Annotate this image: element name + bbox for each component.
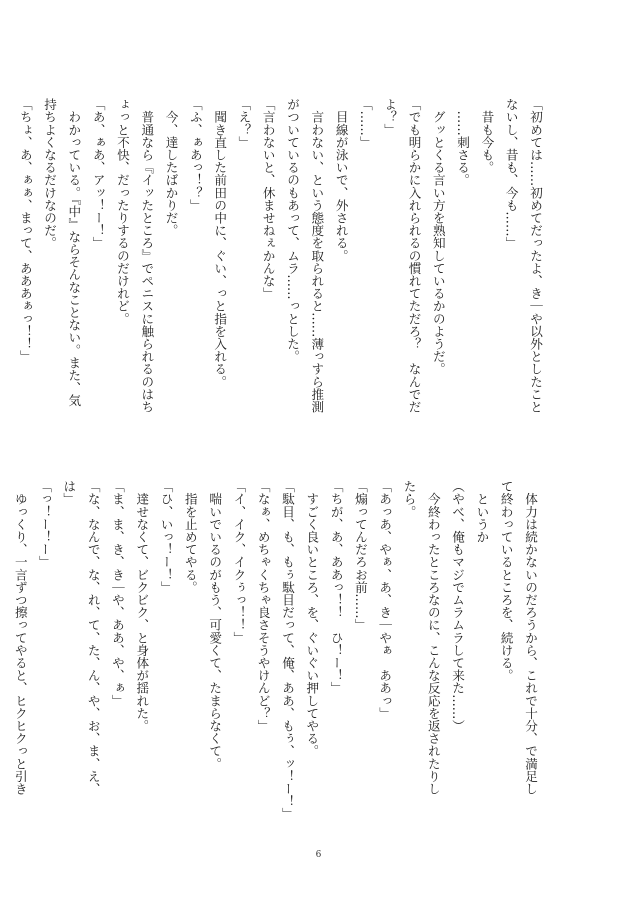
- text-line: 「あ、ぁあ、アッ！ー！」: [90, 98, 106, 250]
- text-line: 喘いでいるのがもう、可愛くて、たまらなくて。: [207, 480, 223, 770]
- upper-text-block: [17, 98, 547, 470]
- text-line: 「っ！ー！ー」: [37, 480, 53, 569]
- text-line: 「な、なんで、な、れ、て、た、ん、や、お、ま、え、: [85, 480, 101, 795]
- text-line: グッとくる言い方を熟知しているかのようだ。: [430, 98, 446, 376]
- text-line: 「なぁ、めちゃくちゃ良さそうやけんど？」: [255, 480, 271, 732]
- text-line: 「ちょ、あ、ぁぁ、まって、あああぁっ！！」: [17, 98, 33, 363]
- text-line: 「言わないと、休ませねぇかんな」: [260, 98, 276, 300]
- text-line: 指を止めてやる。: [182, 480, 198, 594]
- text-line: 「初めては……初めてだったよ、き｜や以外としたこと: [528, 98, 543, 413]
- text-line: 「ま、ま、き、き｜や、ああ、や、ぁ」: [109, 480, 125, 707]
- text-line: 「え？」: [236, 98, 252, 149]
- text-line: すごく良いところ、を、ぐいぐい押してやる。: [304, 480, 320, 758]
- text-line: 今終わったところなのに、こんな反応を返されたりし: [425, 480, 441, 795]
- text-line: よ？」: [382, 98, 398, 136]
- text-line: は」: [61, 480, 77, 506]
- text-line: わかっている。『中』ならそんなことない。また、気: [66, 98, 82, 407]
- text-line: 「……」: [357, 98, 373, 149]
- text-line: 「ふ、ぁあっ！？」: [187, 98, 203, 212]
- lower-text-block: [12, 480, 542, 840]
- text-line: 目線が泳いで、外される。: [333, 98, 349, 262]
- text-line: 今、達したばかりだ。: [163, 98, 179, 237]
- text-line: 「あっあ、やぁ、あ、き｜やぁ ああっ」: [377, 480, 393, 720]
- text-line: ……刺さる。: [455, 98, 471, 187]
- text-line: 「ひ、いっ！ー！」: [158, 480, 174, 594]
- text-line: 達せなくて、ビクビク、と身体が揺れた。: [134, 480, 150, 732]
- text-line: （やべ、俺もマジでムラムラして来た……）: [450, 480, 466, 732]
- page-number: 6: [315, 850, 322, 860]
- text-line: 体力は続かないのだろうから、これで十分、で満足し: [523, 480, 538, 795]
- text-line: 言わない、という態度を取られると……薄っすら推測: [309, 98, 325, 413]
- text-line: 「でも明らかに入れられるの慣れてただろ？ なんでだ: [406, 98, 422, 413]
- text-line: 聞き直した前田の中に、ぐい、っと指を入れる。: [212, 98, 228, 388]
- text-line: というか: [474, 480, 490, 543]
- text-line: 「ちが、あ、ああっ！！ ひ！ー！」: [328, 480, 344, 695]
- text-line: ないし、昔も、今も……」: [503, 98, 519, 250]
- text-line: ょっと不快、だったりするのだけれど。: [114, 98, 130, 325]
- text-line: たら。: [401, 480, 417, 518]
- text-line: て終わっているところを、続ける。: [498, 480, 514, 682]
- text-line: 「駄目、も、もぅ駄目だって、俺、ああ、もぅ、ッ！ー！」: [280, 480, 296, 821]
- text-line: 持ちよくなるだけなのだ。: [42, 98, 58, 250]
- text-line: 「イ、イク、イクぅっ！！」: [231, 480, 247, 644]
- text-line: 「煽ってんだろお前……」: [352, 480, 368, 632]
- text-line: 普通なら『イッたところ』でペニスに触られるのはち: [139, 98, 155, 413]
- text-line: 昔も今も。: [479, 98, 495, 174]
- text-line: がついているのもあって、ムラ……っとした。: [285, 98, 301, 363]
- text-line: ゆっくり、一言ずつ擦ってやると、ヒクヒクっと引き: [12, 480, 28, 795]
